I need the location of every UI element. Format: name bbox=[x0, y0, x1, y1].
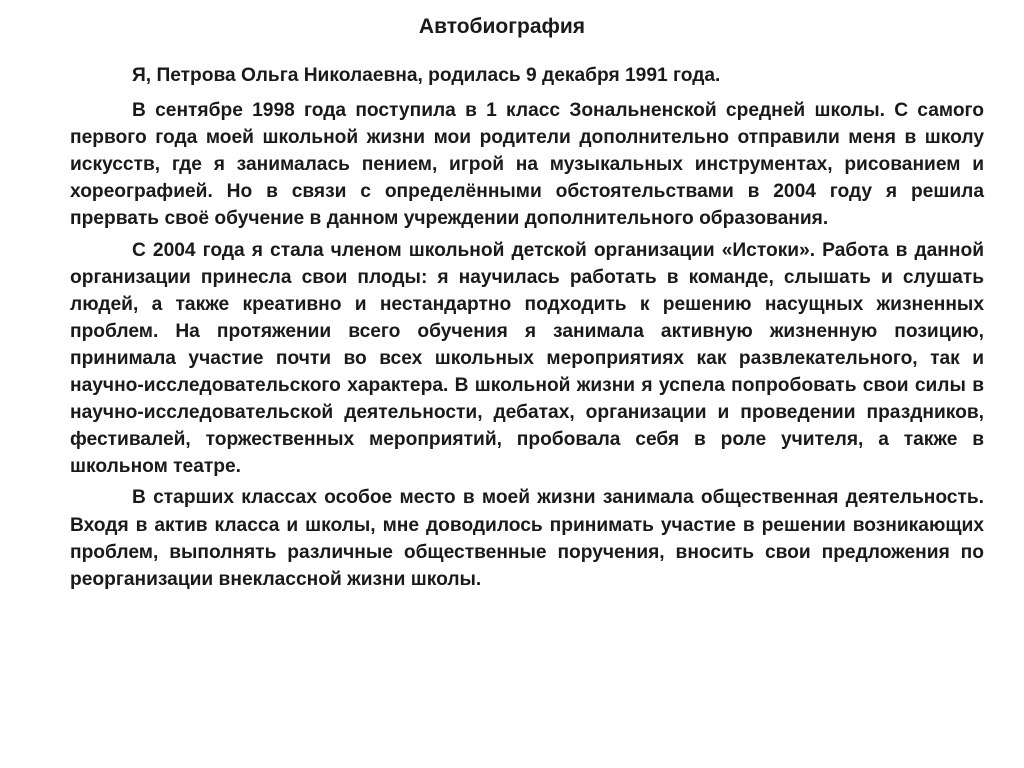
paragraph-birth: Я, Петрова Ольга Николаевна, родилась 9 декабря 1991 года. bbox=[132, 65, 721, 86]
document-title: Автобиография bbox=[418, 15, 586, 38]
document-body bbox=[70, 62, 984, 593]
paragraph-organization: С 2004 года я стала членом школьной детской организации «Истоки». Работа в данной организации принесла свои плоды: я научилась работать в команде, слышать и слушать людей, а также креативно и нестандартно подходить к решению насущных жизненных проблем. На протяжении всего обучения я занимала активную жизненную позицию, принимала участие почти во всех школьных мероприятиях как развлекательного, так и научно-исследовательского характера. В школьной жизни я успела попробовать свои силы в научно-исследовательской деятельности, дебатах, организации и проведении праздников, фестивалей, торжественных мероприятий, пробовала себя в роле учителя, а также в школьном театре. bbox=[70, 239, 984, 478]
paragraph-senior-classes: В старших классах особое место в моей жизни занимала общественная деятельность. Входя в актив класса и школы, мне доводилось принимать участие в решении возникающих проблем, выполнять различные общественные поручения, вносить свои предложения по реорганизации внеклассной жизни школы. bbox=[70, 487, 984, 590]
paragraph-school: В сентябре 1998 года поступила в 1 класс Зональненской средней школы. С самого первого года моей школьной жизни мои родители дополнительно отправили меня в школу искусств, где я занималась пением, игрой на музыкальных инструментах, рисованием и хореографией. Но в связи с определёнными обстоятельствами в 2004 году я решила прервать своё обучение в данном учреждении дополнительного образования. bbox=[70, 100, 984, 230]
